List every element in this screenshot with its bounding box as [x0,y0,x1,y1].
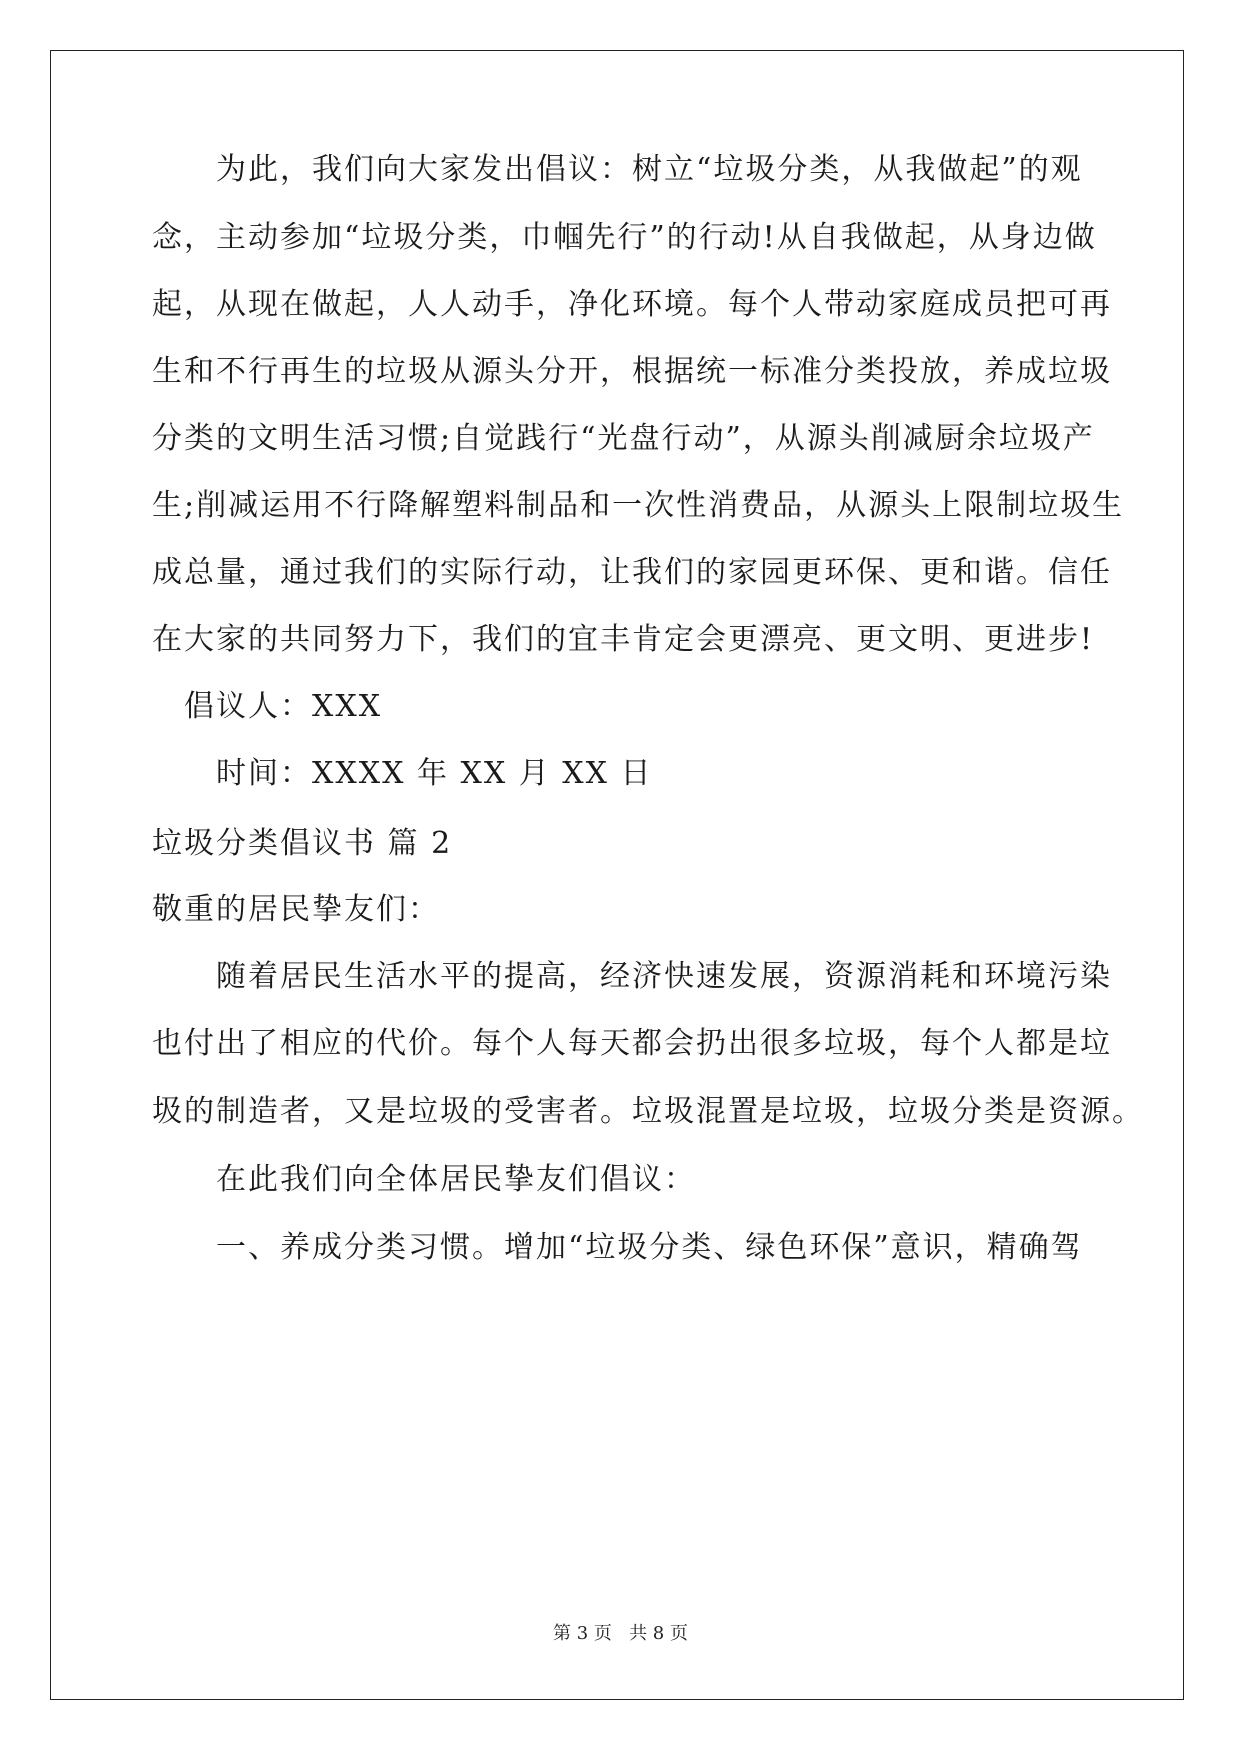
salutation: 随着居民生活水平的提高，经济快速发展，资源消耗和环境污染 [152,959,1112,994]
page-footer [0,1619,1241,1645]
paragraph-line: 生;削减运用不行降解塑料制品和一次性消费品，从源头上限制垃圾生 [152,488,1125,523]
page-total: 共 8 页 [629,1623,688,1644]
paragraph-line: 念，主动参加“垃圾分类，巾帼先行”的行动!从自我做起，从身边做 [152,220,1097,255]
paragraph-line: 起，从现在做起，人人动手，净化环境。每个人带动家庭成员把可再 [152,287,1112,322]
paragraph-line: 成总量，通过我们的实际行动，让我们的家园更环保、更和谐。信任 [152,555,1112,590]
paragraph-line: 为此，我们向大家发出倡议：树立“垃圾分类，从我做起”的观 [152,152,1083,187]
page-number: 第 3 页 [553,1623,612,1644]
paragraph-line: 分类的文明生活习惯;自觉践行“光盘行动”，从源头削减厨余垃圾产 [152,421,1095,456]
paragraph-line: 在此我们向全体居民挚友们倡议： [152,1162,696,1197]
paragraph-line: 倡议人：XXX [152,689,383,724]
signature-line: 时间：XXXX 年 XX 月 XX 日 [152,756,653,791]
paragraph-line: 在大家的共同努力下，我们的宜丰肯定会更漂亮、更文明、更进步! [152,622,1095,657]
paragraph-line: 一、养成分类习惯。增加“垃圾分类、绿色环保”意识，精确驾 [152,1230,1083,1265]
section-heading: 敬重的居民挚友们： [152,892,440,927]
date-line: 垃圾分类倡议书 篇 2 [152,826,453,861]
paragraph-line: 也付出了相应的代价。每个人每天都会扔出很多垃圾，每个人都是垃 [152,1026,1112,1061]
paragraph-line: 生和不行再生的垃圾从源头分开，根据统一标准分类投放，养成垃圾 [152,354,1112,389]
paragraph-line: 圾的制造者，又是垃圾的受害者。垃圾混置是垃圾，垃圾分类是资源。 [152,1094,1144,1129]
